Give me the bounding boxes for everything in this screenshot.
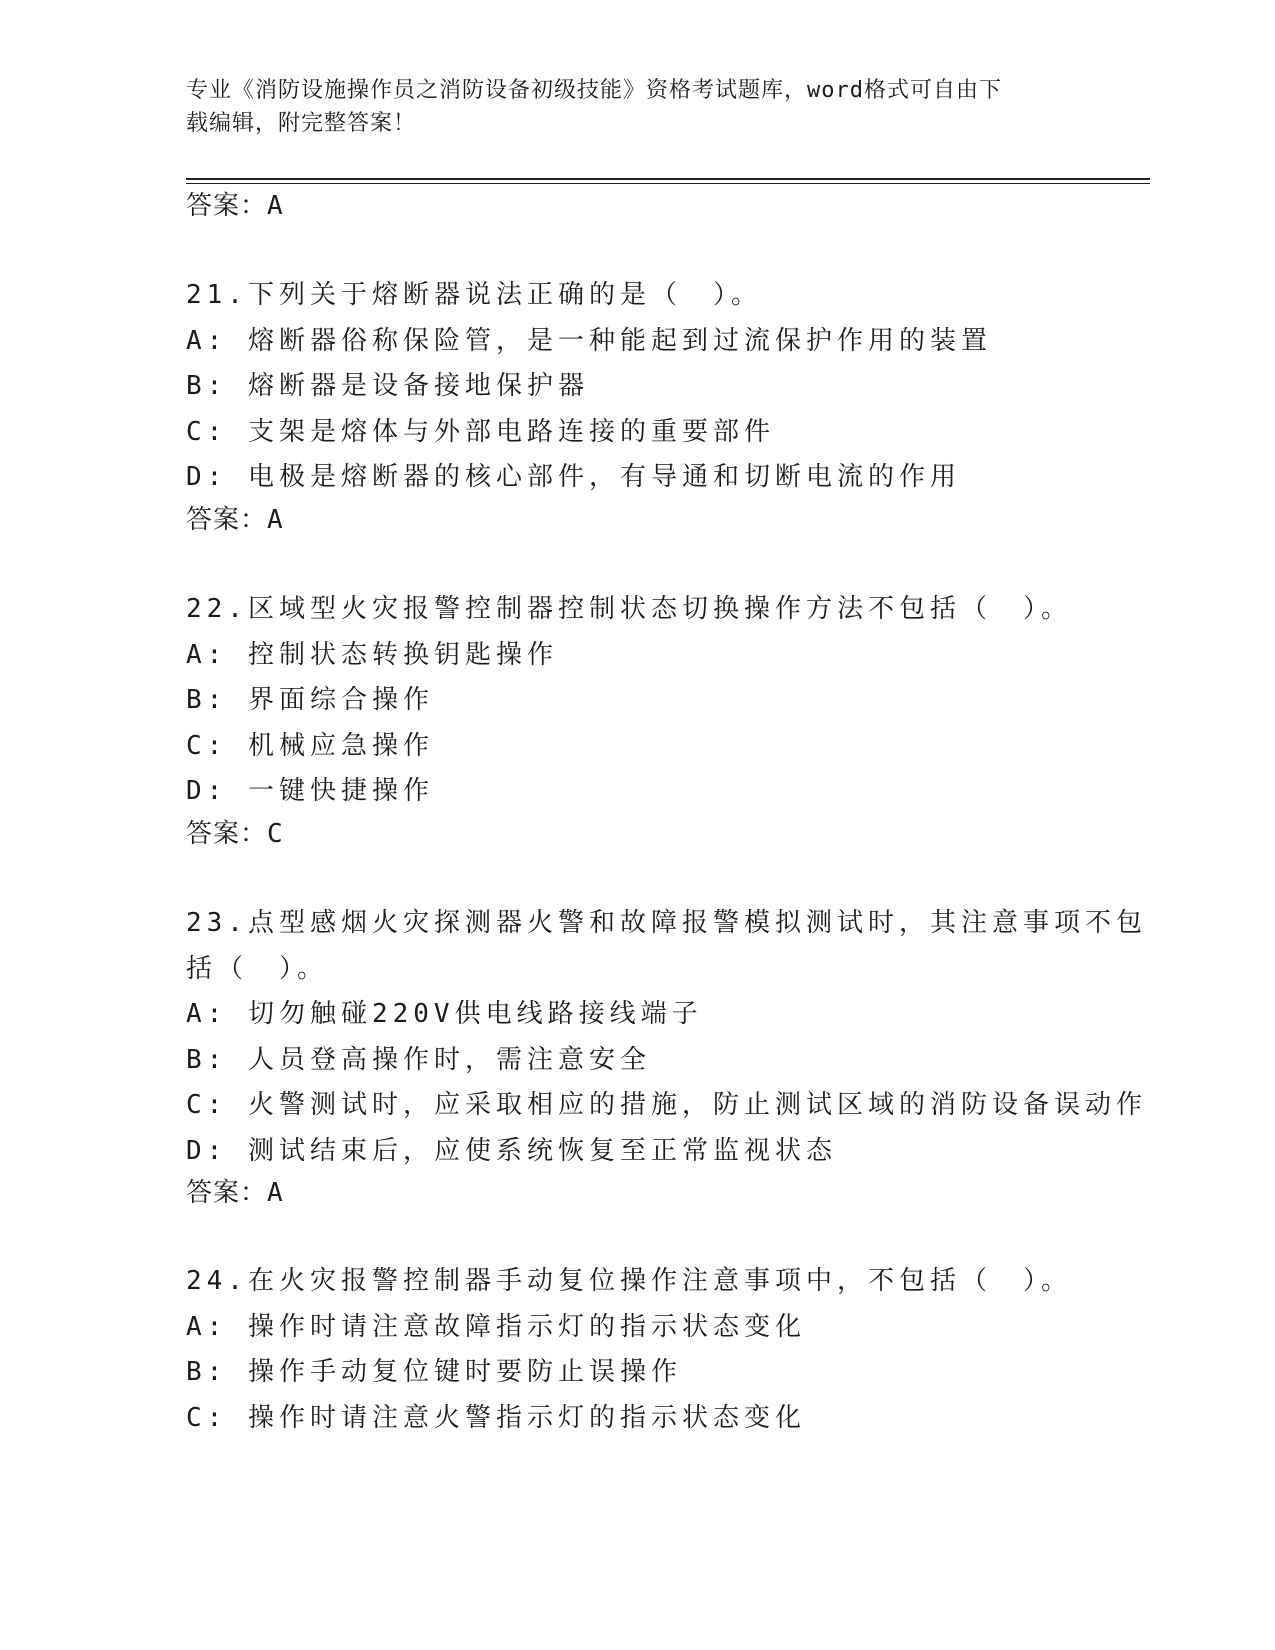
answer-value: C (267, 819, 284, 849)
option-c: C: 支架是熔体与外部电路连接的重要部件 (186, 416, 775, 447)
question-stem-line-2: 括（ ）。 (186, 953, 329, 984)
option-a: A: 操作时请注意故障指示灯的指示状态变化 (186, 1311, 806, 1342)
option-d: D: 电极是熔断器的核心部件，有导通和切断电流的作用 (186, 462, 961, 492)
answer-value: A (267, 191, 284, 221)
answer-label: 答案： (186, 191, 268, 221)
question-stem: 24.在火灾报警控制器手动复位操作注意事项中，不包括（ ）。 (186, 1266, 1072, 1296)
header-divider-thin (186, 183, 1150, 184)
answer-label: 答案： (186, 505, 268, 535)
header-divider-thick (186, 178, 1150, 180)
header-line-1: 专业《消防设施操作员之消防设备初级技能》资格考试题库，word格式可自由下 (186, 78, 1002, 103)
option-a: A: 切勿触碰220V供电线路接线端子 (186, 999, 703, 1029)
answer-label: 答案： (186, 819, 268, 849)
answer-23 (186, 1175, 1086, 1211)
question-stem: 21.下列关于熔断器说法正确的是（ ）。 (186, 280, 762, 310)
option-c: C: 火警测试时，应采取相应的措施，防止测试区域的消防设备误动作 (186, 1090, 1147, 1120)
option-a: A: 控制状态转换钥匙操作 (186, 639, 558, 670)
question-23 (186, 901, 1147, 1174)
header-line-2: 载编辑，附完整答案！ (186, 111, 417, 136)
answer-prev (186, 188, 1086, 224)
question-22 (186, 587, 1086, 815)
question-24 (186, 1259, 1086, 1441)
answer-value: A (267, 505, 284, 535)
option-c: C: 操作时请注意火警指示灯的指示状态变化 (186, 1402, 806, 1433)
question-stem-line-1: 23.点型感烟火灾探测器火警和故障报警模拟测试时，其注意事项不包 (186, 908, 1147, 938)
option-b: B: 界面综合操作 (186, 685, 434, 715)
question-21 (186, 273, 1086, 501)
option-b: B: 操作手动复位键时要防止误操作 (186, 1357, 682, 1387)
answer-22 (186, 816, 1086, 852)
option-d: D: 一键快捷操作 (186, 776, 434, 806)
option-a: A: 熔断器俗称保险管，是一种能起到过流保护作用的装置 (186, 325, 992, 356)
option-c: C: 机械应急操作 (186, 730, 434, 761)
document-header (186, 74, 1086, 140)
option-d: D: 测试结束后，应使系统恢复至正常监视状态 (186, 1135, 837, 1166)
option-b: B: 熔断器是设备接地保护器 (186, 371, 589, 401)
answer-label: 答案： (186, 1178, 268, 1208)
answer-value: A (267, 1178, 284, 1208)
option-b: B: 人员登高操作时，需注意安全 (186, 1044, 651, 1075)
question-stem: 22.区域型火灾报警控制器控制状态切换操作方法不包括（ ）。 (186, 594, 1072, 624)
answer-21 (186, 502, 1086, 538)
